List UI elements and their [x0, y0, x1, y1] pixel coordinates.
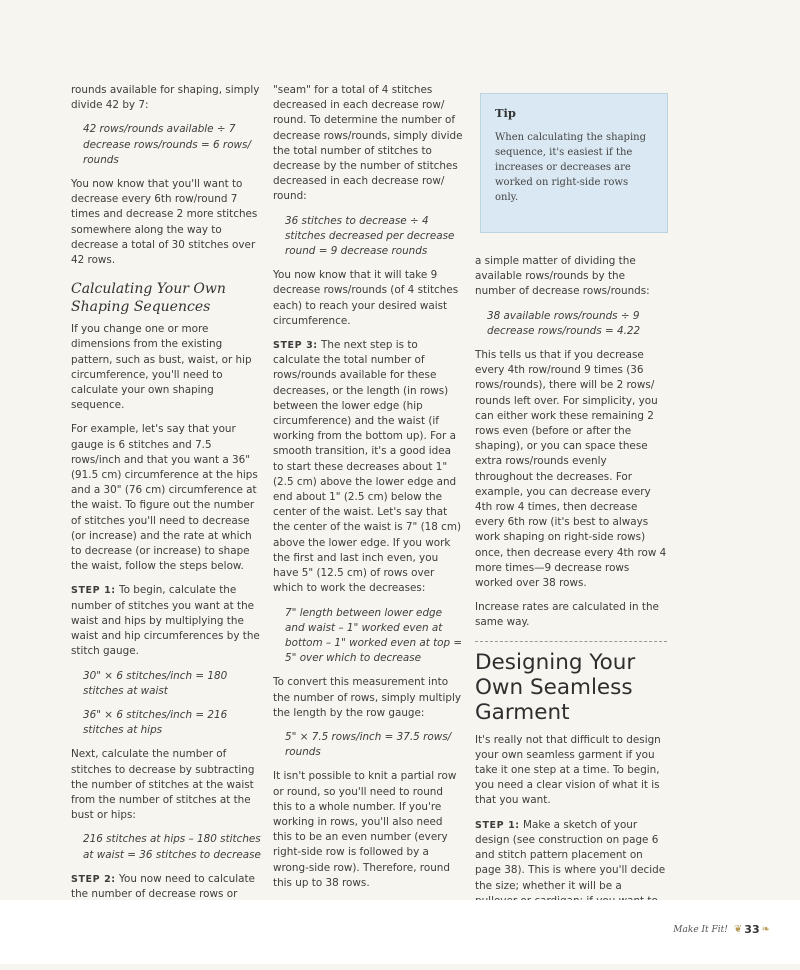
- section-title: Designing Your Own Seamless Garment: [475, 649, 636, 725]
- tip-box: [480, 93, 668, 233]
- step-text: Make a sketch of your design (see construction on page 6 and stitch pattern placement on page 38). This is where you'll decide the size; whether it will be a: [475, 818, 666, 892]
- tip-text: When calculating the shaping sequence, it's easiest if the increases or decreases are worked on right-side rows only.: [495, 132, 646, 203]
- column-1: [71, 83, 263, 957]
- paragraph: "seam" for a total of 4 stitches decreased in each decrease row/ round. To determine the number of decrease rows/rounds, simply divide the total number of stitches to decrease by the number of stitches decreased in each decrease row/ round:: [273, 84, 463, 203]
- step-label: STEP 1:: [475, 819, 520, 831]
- formula: 5" × 7.5 rows/inch = 37.5 rows/ rounds: [285, 730, 452, 759]
- paragraph: Next, calculate the number of stitches to decrease by subtracting the number of stitches at the waist from the number of stitches at the bust or hips:: [71, 748, 255, 822]
- right-leaf-ornament-icon: ❧: [761, 924, 770, 935]
- formula: 36 stitches to decrease ÷ 4 stitches decreased per decrease round = 9 decrease rounds: [285, 214, 455, 258]
- paragraph: For example, let's say that your gauge is 6 stitches and 7.5 rows/inch and that you want a 36" (91.5 cm) circumference at the hips and a 30" (76 cm) circumference at the waist. To figure out the number of stitches you'll need to decrease (or increase) and the rate at which to decrease (or increase) to shape the waist, follow the steps below.: [71, 423, 258, 573]
- formula: 42 rows/rounds available ÷ 7 decrease rows/rounds = 6 rows/ rounds: [83, 123, 251, 166]
- formula: 7" length between lower edge and waist – 1" worked even at bottom – 1" worked even at top = 5" over which to decrease: [285, 606, 463, 665]
- section-divider: [475, 641, 667, 642]
- paragraph: rounds available for shaping, simply divide 42 by 7:: [71, 84, 260, 112]
- paragraph: It's really not that difficult to design your own seamless garment if you take it one step at a time. To begin, you need a clear vision of what it is that you want.: [475, 733, 661, 807]
- step-text: To begin, calculate the number of stitches you want at the waist and hips by multiplying the waist and hip circumferences by the stitch gauge.: [71, 584, 260, 658]
- paragraph: It isn't possible to knit a partial row or round, so you'll need to round this to a whole number. If you're working in rows, you'll also need this to be an even number (every right-side row is followed by a wrong-side row). Therefore, round this up to 38 rows.: [273, 770, 457, 889]
- page-footer: [673, 923, 770, 936]
- step-paragraph: [71, 583, 263, 659]
- step-label: STEP 3:: [273, 340, 318, 352]
- running-footer-title: Make It Fit!: [673, 924, 728, 935]
- tip-title: Tip: [495, 106, 516, 120]
- paragraph: a simple matter of dividing the available rows/rounds by the number of decrease rows/rounds:: [475, 255, 650, 298]
- formula: 216 stitches at hips – 180 stitches at waist = 36 stitches to decrease: [83, 833, 261, 861]
- page-number-text: 33: [744, 923, 760, 936]
- paragraph: This tells us that if you decrease every 4th row/round 9 times (36 rows/rounds), there will be 2 rows/ rounds left over. For simplicity, you can either work these remaining 2 rows even (before or after the shaping), or you can space these extra rows/rounds evenly throughout the decreases. For example, you can decrease every 4th row 4 times, then decrease every 6th row (it's best to always work shaping on right-side rows) once, then decrease every 4th row 4 more times—9 decrease rows worked over 38 rows.: [475, 349, 667, 590]
- column-3: [475, 254, 667, 933]
- step-paragraph: [273, 338, 463, 596]
- left-leaf-ornament-icon: ❦: [733, 924, 743, 935]
- paragraph: To convert this measurement into the number of rows, simply multiply the length by the row gauge:: [273, 676, 461, 719]
- formula: 38 available rows/rounds ÷ 9 decrease rows/rounds = 4.22: [487, 309, 641, 337]
- step-text: The next step is to calculate the total number of rows/rounds available for these decreases, or the length (in rows) between the lower edge (hip circumference) and the waist (if working from the bottom up). For a smooth transition, it's a good idea to start these decreases about 1" (2.5 cm) above the lower edge and end about 1" (2.5 cm) below the center of the waist. Let's say that the center of the waist is 7" (18 cm) above the lower edge. If you work the first and last inch even, you have 5" (12.5 cm) of rows over which to work the decreases:: [273, 339, 462, 595]
- paragraph: Increase rates are calculated in the same way.: [475, 601, 659, 629]
- paragraph: You now know that you'll want to decrease every 6th row/round 7 times and decrease 2 more stitches somewhere along the way to decrease a total of 30 stitches over 42 rows.: [71, 178, 258, 267]
- step-label: STEP 1:: [71, 585, 116, 597]
- page-number: [734, 923, 770, 936]
- formula: 36" × 6 stitches/inch = 216 stitches at hips: [83, 708, 228, 737]
- paragraph: If you change one or more dimensions from the existing pattern, such as bust, waist, or hip circumference, you'll need to calculate your own shaping sequence.: [71, 323, 252, 412]
- column-2: [273, 83, 463, 970]
- step-text: You now need to calculate the number of decrease rows or: [71, 872, 255, 900]
- section-heading: Calculating Your Own Shaping Sequences: [71, 281, 226, 316]
- step-label: STEP 2:: [71, 873, 116, 885]
- paragraph: You now know that it will take 9 decrease rows/rounds (of 4 stitches each) to reach your desired waist circumference.: [273, 269, 459, 327]
- formula: 30" × 6 stitches/inch = 180 stitches at waist: [83, 669, 228, 697]
